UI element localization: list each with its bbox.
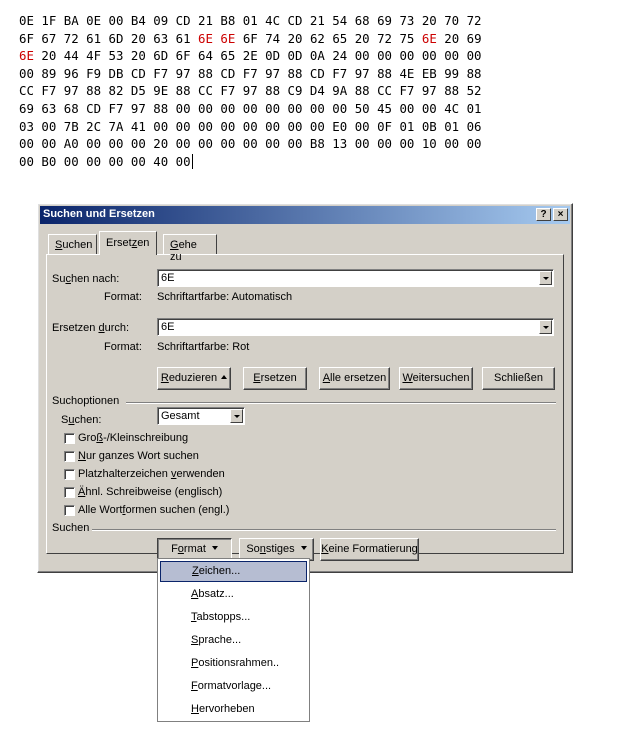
menu-item-positionsrahmen[interactable] <box>160 653 307 674</box>
label-part: E <box>253 372 261 384</box>
help-button[interactable]: ? <box>536 208 551 221</box>
label-part: H <box>191 703 199 715</box>
label-part: Su <box>52 273 66 285</box>
label-part: z <box>131 237 138 249</box>
label-part: P <box>191 657 199 669</box>
label-part: eduzieren <box>168 372 218 384</box>
label-part: urch: <box>104 322 130 334</box>
format-label <box>171 543 206 555</box>
replace-label <box>52 322 129 334</box>
search-scope-value: Gesamt <box>161 410 200 422</box>
replace-all-button[interactable] <box>319 367 390 390</box>
menu-item-tabstopps[interactable] <box>160 607 307 628</box>
find-format-value: Schriftartfarbe: Automatisch <box>157 291 293 303</box>
tab-ersetzen[interactable] <box>99 231 157 255</box>
label-part: Erset <box>106 237 132 249</box>
chevron-down-icon[interactable] <box>539 271 552 285</box>
label-part: ormen suchen (engl.) <box>125 504 230 516</box>
triangle-down-icon <box>212 546 218 550</box>
label-part: So <box>246 543 260 555</box>
label-part: eine Formatierung <box>328 543 418 555</box>
label-part: ur ganzes Wort suchen <box>85 450 199 462</box>
find-label <box>52 273 119 285</box>
wildcards-label <box>78 468 225 480</box>
hex-line <box>19 153 619 171</box>
label-part: Z <box>192 565 199 577</box>
hex-line <box>19 65 619 83</box>
hex-line <box>19 100 619 118</box>
menu-item-hervorheben[interactable] <box>160 699 307 720</box>
close-button[interactable]: Schließen <box>482 367 555 390</box>
label-part: Platzhalterzeichen <box>78 468 171 480</box>
hex-bytes: 0E 1F BA 0E 00 B4 09 CD 21 B8 01 4C CD 21 54 68 69 73 20 70 72 <box>19 13 482 28</box>
highlighted-hex: 6E <box>19 48 34 64</box>
label-part: ositionsrahmen.. <box>198 657 280 669</box>
label-part: R <box>160 372 169 384</box>
search-options-heading: Suchoptionen <box>52 395 120 407</box>
label-part: prache... <box>198 634 242 646</box>
hex-line <box>19 12 619 30</box>
hex-bytes: 00 B0 00 00 00 00 40 00 <box>19 153 191 169</box>
hex-bytes: 00 89 96 F9 DB CD F7 97 88 CD F7 97 88 CD F7 97 88 4E EB 99 88 <box>19 65 482 81</box>
label-part: W <box>402 372 413 384</box>
hex-bytes: 20 69 <box>436 30 482 46</box>
hex-line <box>19 82 619 100</box>
triangle-down-icon <box>301 546 307 550</box>
label-part: -/Kleinschreibung <box>103 432 189 444</box>
replace-format-value: Schriftartfarbe: Rot <box>157 341 250 353</box>
sounds-like-checkbox[interactable] <box>64 487 75 498</box>
label-part: abstopps... <box>196 611 251 623</box>
chevron-down-icon[interactable] <box>539 320 552 334</box>
hex-bytes: 6F 67 72 61 6D 20 63 61 <box>19 30 199 46</box>
replace-value: 6E <box>161 321 175 333</box>
reduce-button[interactable] <box>157 367 231 390</box>
label-part: hnl. Schreibweise (englisch) <box>85 486 223 498</box>
hex-bytes: CC F7 97 88 82 D5 9E 88 CC F7 97 88 C9 D4 9A 88 CC F7 97 88 52 <box>19 83 482 99</box>
divider <box>126 402 556 404</box>
match-case-checkbox[interactable] <box>64 433 75 444</box>
hex-bytes: 20 44 4F 53 20 6D 6F 64 65 2E 0D 0D 0A 24 00 00 00 00 00 00 <box>33 48 482 64</box>
label-part: rsetzen <box>260 372 297 384</box>
menu-item-formatvorlage[interactable] <box>160 676 307 697</box>
label-part: o <box>177 543 184 555</box>
label-part: eitersuchen <box>412 372 470 384</box>
label-part: S <box>191 634 199 646</box>
find-value: 6E <box>161 272 175 284</box>
label-part: F <box>191 680 198 692</box>
label-part: T <box>191 611 197 623</box>
label-part: erwenden <box>176 468 225 480</box>
tab-label <box>55 239 92 251</box>
label-part: v <box>170 468 177 480</box>
hex-bytes: 00 00 A0 00 00 00 20 00 00 00 00 00 00 B8 13 00 00 00 10 00 00 <box>19 136 482 152</box>
hex-line <box>19 118 619 136</box>
divider <box>92 529 556 531</box>
hex-line <box>19 135 619 153</box>
find-input[interactable] <box>157 269 554 287</box>
hex-bytes: 69 63 68 CD F7 97 88 00 00 00 00 00 00 00 00 50 45 00 00 4C 01 <box>19 100 482 116</box>
label-part: Gro <box>78 432 97 444</box>
no-formatting-button[interactable] <box>320 538 419 561</box>
menu-item-sprache[interactable] <box>160 630 307 651</box>
highlighted-hex: 6E 6E <box>198 30 236 46</box>
whole-word-label <box>78 450 199 462</box>
label-part: uchen <box>62 239 93 251</box>
special-label <box>246 543 294 555</box>
label-part: u <box>68 414 75 426</box>
close-icon[interactable]: × <box>553 208 568 221</box>
label-part: Ä <box>78 486 86 498</box>
label-part: f <box>122 504 126 516</box>
label-part: chen: <box>74 414 102 426</box>
reduce-label <box>161 372 217 384</box>
highlighted-hex: 6E <box>421 30 437 46</box>
find-format-label: Format: <box>104 291 142 303</box>
chevron-down-icon[interactable] <box>230 409 243 423</box>
search-section-heading: Suchen <box>52 522 90 534</box>
search-scope-select[interactable] <box>157 407 245 425</box>
document-hex-text[interactable] <box>19 12 619 170</box>
label-part: ehe zu <box>170 239 197 263</box>
triangle-up-icon <box>221 375 227 379</box>
label-part: K <box>321 543 329 555</box>
label-part: ervorheben <box>198 703 255 715</box>
label-part: d <box>98 322 105 334</box>
menu-item-zeichen[interactable] <box>160 561 307 582</box>
label-part: S <box>55 239 63 251</box>
label-part: n <box>259 543 266 555</box>
find-replace-dialog <box>37 203 573 573</box>
label-part: c <box>65 273 71 285</box>
tab-gehe-zu[interactable] <box>163 234 217 263</box>
search-scope-label <box>61 414 101 426</box>
label-part: A <box>322 372 331 384</box>
label-part: Ersetzen <box>52 322 99 334</box>
text-cursor <box>192 154 193 169</box>
label-part: A <box>191 588 199 600</box>
menu-item-absatz[interactable] <box>160 584 307 605</box>
hex-bytes: 03 00 7B 2C 7A 41 00 00 00 00 00 00 00 00 E0 00 0F 01 0B 01 06 <box>19 118 482 134</box>
label-part: G <box>170 239 179 251</box>
format-dropdown-menu <box>157 558 310 722</box>
label-part: ormatvorlage... <box>197 680 272 692</box>
replace-input[interactable] <box>157 318 554 336</box>
hex-line <box>19 47 619 65</box>
label-part: ß <box>96 432 104 444</box>
label-part: stiges <box>265 543 295 555</box>
dialog-titlebar[interactable] <box>40 206 570 224</box>
tab-label <box>106 237 149 249</box>
label-part: hen nach: <box>70 273 120 285</box>
hex-bytes: 6F 74 20 62 65 20 72 75 <box>235 30 422 46</box>
label-part: F <box>171 543 178 555</box>
label-part: lle ersetzen <box>330 372 387 384</box>
label-part: rmat <box>183 543 206 555</box>
word-forms-label <box>78 504 229 516</box>
wildcards-checkbox[interactable] <box>64 469 75 480</box>
match-case-label <box>78 432 188 444</box>
label-part: S <box>61 414 69 426</box>
tab-suchen[interactable] <box>48 234 97 254</box>
label-part: en <box>137 237 150 249</box>
find-next-button[interactable] <box>399 367 473 390</box>
replace-button[interactable] <box>243 367 307 390</box>
hex-line <box>19 30 619 48</box>
label-part: eichen... <box>198 565 241 577</box>
word-forms-checkbox[interactable] <box>64 505 75 516</box>
label-part: bsatz... <box>198 588 234 600</box>
replace-format-label: Format: <box>104 341 142 353</box>
dialog-title: Suchen und Ersetzen <box>43 208 155 220</box>
label-part: Alle Wort <box>78 504 123 516</box>
sounds-like-label <box>78 486 222 498</box>
whole-word-checkbox[interactable] <box>64 451 75 462</box>
label-part: N <box>78 450 86 462</box>
